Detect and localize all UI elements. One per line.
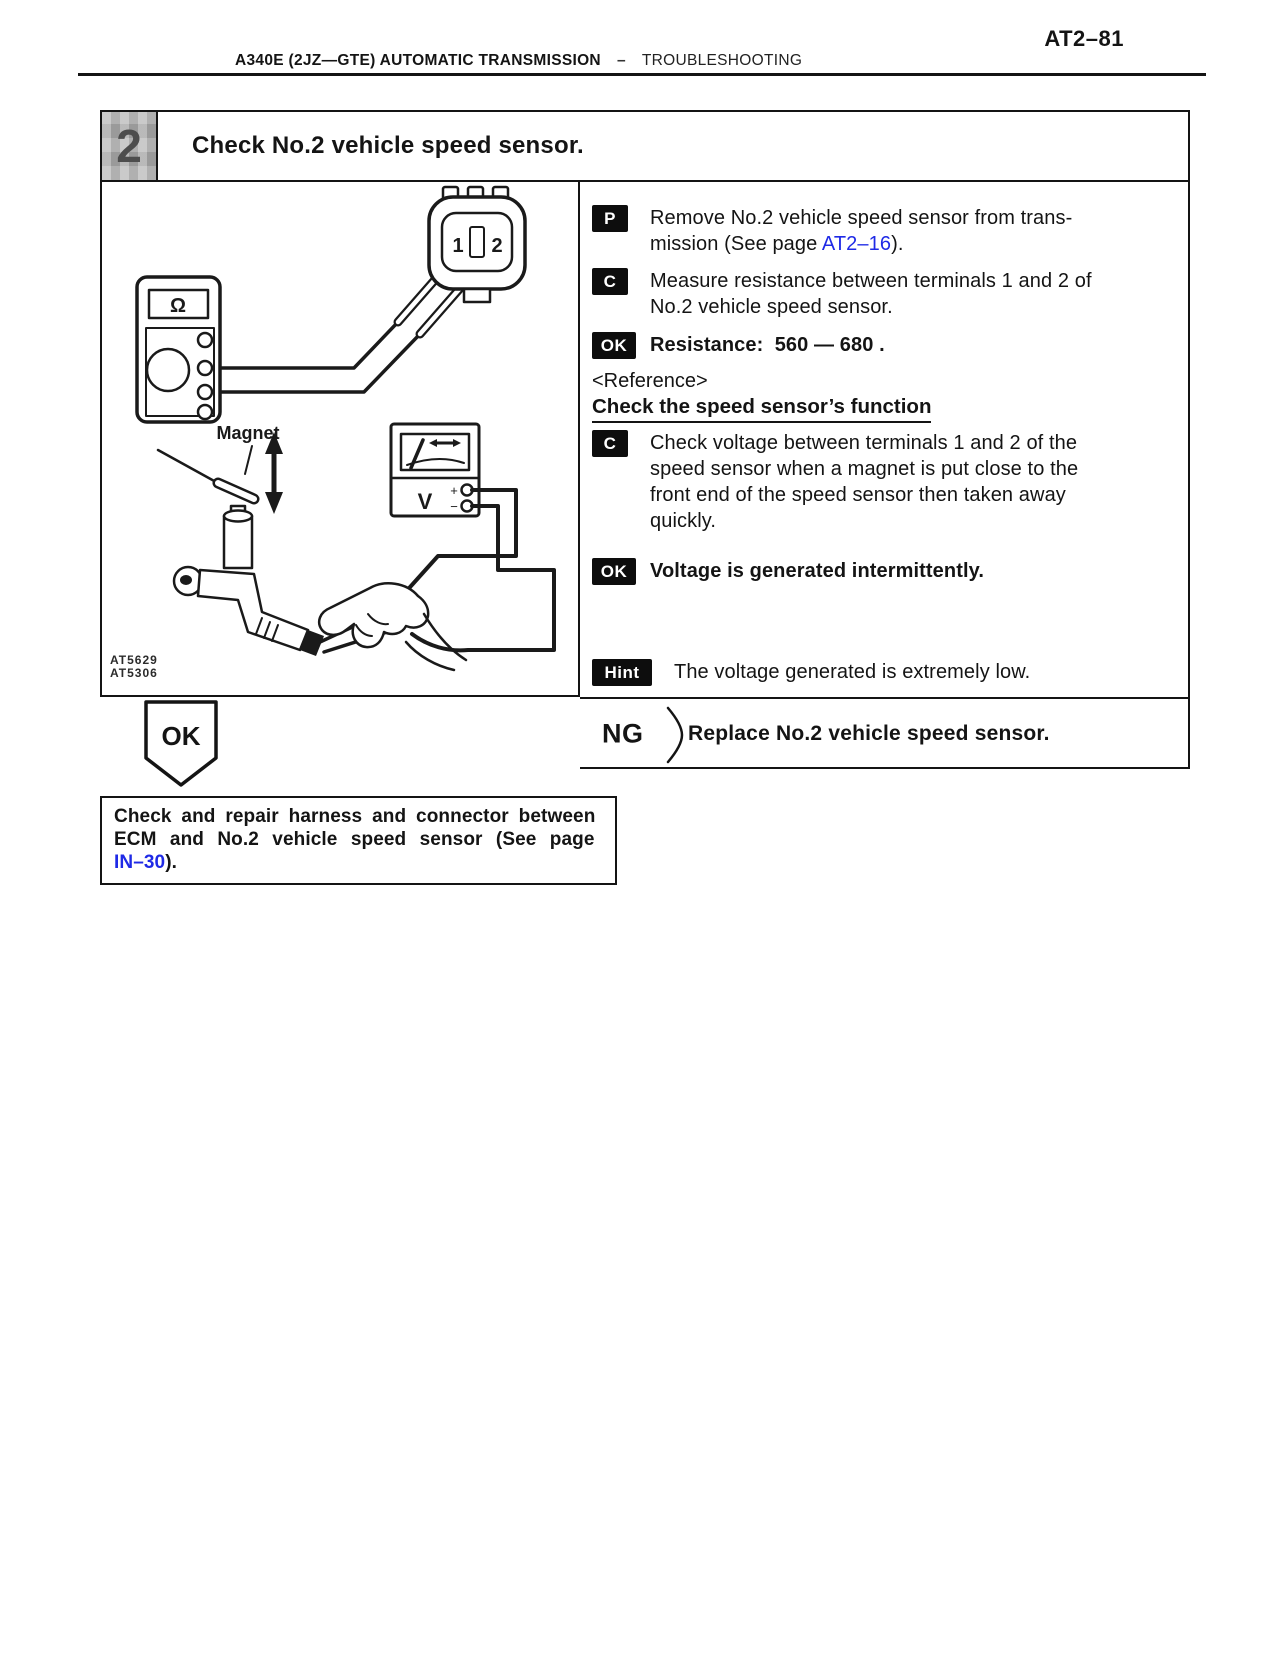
ok1-badge: OK (592, 332, 636, 359)
page-link-in-30[interactable]: IN–30 (114, 852, 166, 873)
check2-text (650, 430, 1174, 534)
page-number: AT2–81 (1044, 26, 1124, 51)
ok-connector (144, 700, 218, 788)
ng-label: NG (602, 718, 644, 749)
prepare-badge: P (592, 205, 628, 232)
procedure-cell (580, 182, 1190, 769)
prepare-line1: Remove No.2 vehicle speed sensor from trans- (650, 207, 1073, 229)
page-link-at2-16[interactable]: AT2–16 (821, 233, 892, 255)
ok2-row (592, 558, 1174, 585)
header-separator: – (616, 52, 626, 69)
header-section-title: A340E (2JZ—GTE) AUTOMATIC TRANSMISSION (235, 52, 601, 69)
prepare-line2-pre: mission (See page (650, 233, 822, 255)
terminal-1-label: 1 (452, 235, 464, 257)
repair-line2: ECM and No.2 vehicle speed sensor (See page (114, 829, 595, 850)
hint-row (592, 659, 1174, 686)
header-chapter: TROUBLESHOOTING (641, 52, 803, 69)
up-down-arrow-icon (265, 432, 283, 514)
check2-line4: quickly. (650, 510, 717, 532)
running-header (235, 52, 802, 70)
header-rule (78, 73, 1206, 76)
ohmmeter-leads (214, 322, 420, 392)
check1-row (592, 268, 1174, 320)
check2-row (592, 430, 1174, 534)
ok2-badge: OK (592, 558, 636, 585)
magnet-label: Magnet (216, 423, 280, 443)
prepare-line2 (650, 231, 1174, 257)
figure-caption-codes (110, 654, 158, 680)
figure-code: AT5306 (110, 666, 158, 680)
figure-code: AT5629 (110, 653, 158, 667)
ng-bracket-icon (666, 706, 686, 764)
minus-label: − (450, 499, 458, 514)
hint-badge: Hint (592, 659, 652, 686)
check1-text (650, 268, 1174, 320)
repair-line3 (114, 851, 603, 874)
ng-row (580, 697, 1188, 769)
ng-text: Replace No.2 vehicle speed sensor. (688, 722, 1050, 745)
reference-heading: <Reference> (592, 370, 708, 392)
figure-illustration (102, 182, 582, 697)
check2-badge: C (592, 430, 628, 457)
ok-connector-label: OK (161, 721, 201, 751)
reference-subheading: Check the speed sensor’s function (592, 394, 931, 423)
step-number: 2 (116, 120, 142, 172)
check1-line2: No.2 vehicle speed sensor. (650, 296, 893, 318)
ohm-symbol: Ω (169, 295, 187, 317)
check2-line2: speed sensor when a magnet is put close to the (650, 458, 1079, 480)
prepare-row (592, 205, 1174, 257)
repair-instruction-box (100, 796, 617, 885)
magnet (158, 446, 254, 499)
repair-line3-post: ). (165, 852, 178, 873)
plus-label: + (450, 483, 458, 498)
prepare-line2-post: ). (891, 233, 904, 255)
sensor-connector (429, 187, 525, 302)
ok1-text: Resistance: 560 — 680 . (650, 334, 885, 356)
terminal-2-label: 2 (491, 235, 503, 257)
check2-line3: front end of the speed sensor then taken away (650, 484, 1066, 506)
hint-text: The voltage generated is extremely low. (674, 661, 1031, 683)
check1-line1: Measure resistance between terminals 1 and 2 of (650, 270, 1092, 292)
prepare-text (650, 205, 1174, 257)
check2-line1: Check voltage between terminals 1 and 2 of the (650, 432, 1078, 454)
ok1-row (592, 332, 1174, 359)
hand (319, 583, 466, 670)
speed-sensor (174, 506, 308, 650)
figure-cell (100, 182, 580, 697)
repair-line1: Check and repair harness and connector between (114, 806, 596, 827)
ok2-text: Voltage is generated intermittently. (650, 560, 985, 582)
step-number-box (102, 112, 158, 180)
step-header (100, 110, 1190, 182)
volt-symbol: V (417, 489, 433, 514)
check1-badge: C (592, 268, 628, 295)
step-title: Check No.2 vehicle speed sensor. (192, 132, 584, 159)
